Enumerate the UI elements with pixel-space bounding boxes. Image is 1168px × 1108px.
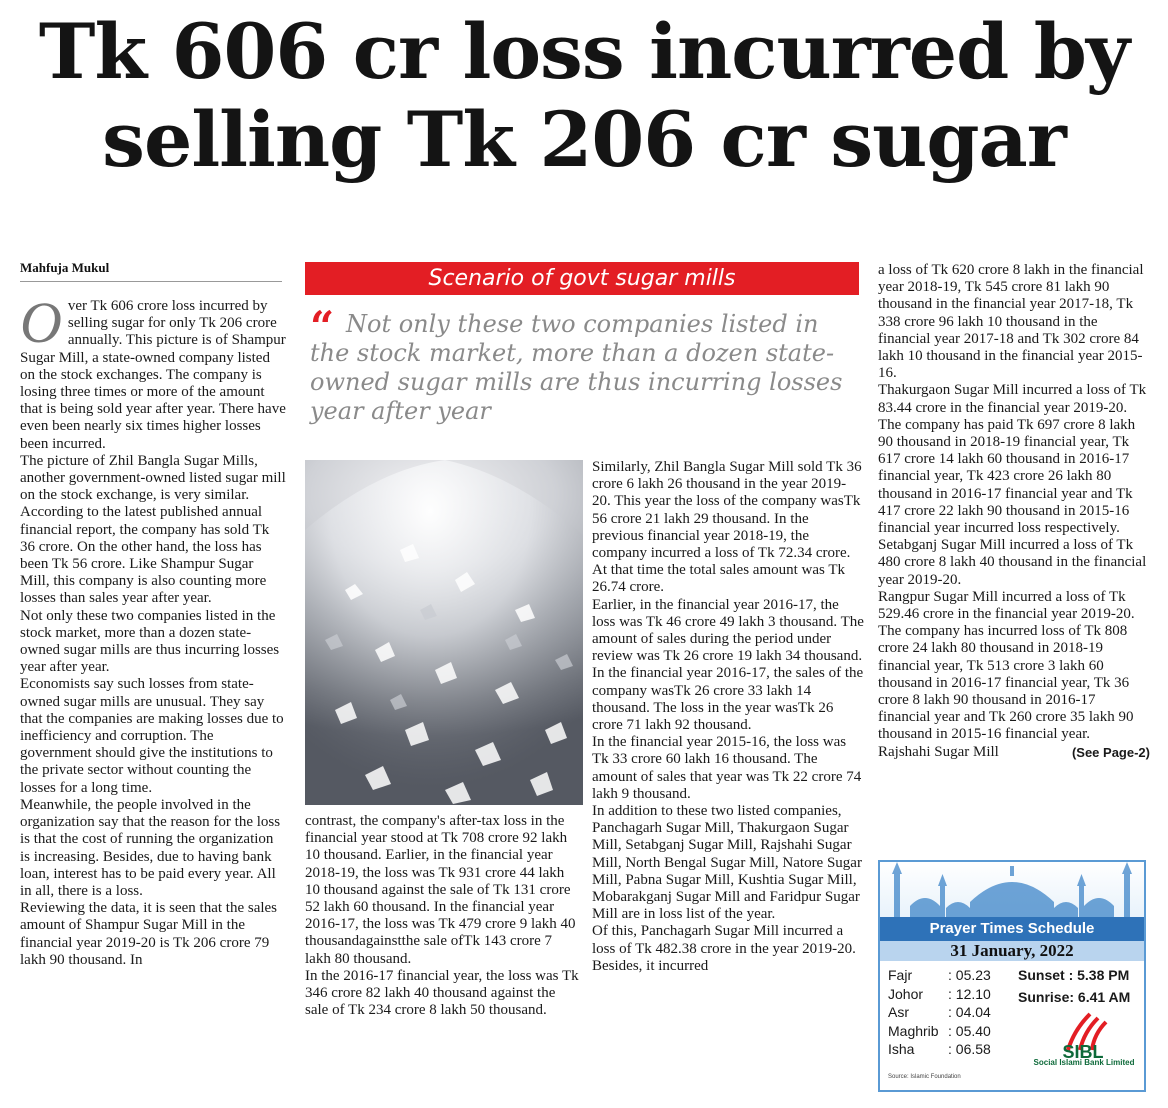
prayer-times-box — [878, 860, 1146, 1092]
quote-mark-icon: “ — [310, 302, 335, 351]
prayer-time-row: Maghrib : 05.40 — [888, 1022, 991, 1039]
article-column-1 — [20, 290, 286, 969]
paragraph: Economists say such losses from state-owned sugar mills are unusual. They say that the companies are making losses due to inefficiency and corruption. The government should give the institutions to the private sector without counting the losses for a long time. — [20, 676, 284, 796]
paragraph: Reviewing the data, it is seen that the sales amount of Shampur Sugar Mill in the financial year 2019-20 is Tk 206 crore 79 lakh 90 thousand. In — [20, 900, 278, 968]
paragraph: The picture of Zhil Bangla Sugar Mills, another government-owned listed sugar mill on the stock exchange, is very similar. According to the latest published annual financial report, the company has sold Tk 36 crore. On the other hand, the loss has been Tk 56 crore. Like Shampur Sugar Mill, this company is also counting more losses than sales year after year. — [20, 452, 286, 607]
sunrise-time: Sunrise: 6.41 AM — [1018, 989, 1131, 1005]
paragraph: Similarly, Zhil Bangla Sugar Mill sold Tk 36 crore 6 lakh 26 thousand in the year 2019-20. This year the loss of the company wasTk 56 crore 21 lakh 29 thousand. In the previous financial year 2018-19, the company incurred a loss of Tk 72.34 crore. At that time the total sales amount was Tk 26.74 crore. — [592, 459, 862, 596]
sun-times — [1018, 964, 1130, 1008]
pull-quote — [310, 302, 850, 426]
paragraph: Rangpur Sugar Mill incurred a loss of Tk 529.46 crore in the financial year 2019-20. The company has incurred loss of Tk 808 crore 24 lakh 80 thousand in 2018-19 financial year, Tk 513 crore 3 lakh 60 thousand in 2016-17 financial year, Tk 36 crore 8 lakh 90 thousand in 2016-17 financial year and Tk 260 crore 35 lakh 90 thousand in 2015-16 financial year. — [878, 588, 1135, 743]
drop-cap: O — [20, 290, 62, 355]
byline: Mahfuja Mukul — [20, 260, 110, 275]
paragraph: Not only these two companies listed in the stock market, more than a dozen state-owned sugar mills are thus incurring losses year after year. — [20, 607, 280, 676]
paragraph: a loss of Tk 620 crore 8 lakh in the financial year 2018-19, Tk 545 crore 81 lakh 90 thousand in the financial year 2017-18, Tk 338 crore 96 lakh 10 thousand in the financial year 2017-18 and Tk 302 crore 84 lakh 10 thousand in the financial year 2015-16. — [878, 262, 1144, 382]
paragraph: Meanwhile, the people involved in the organization say that the reason for the loss is that the cost of running the organization is increasing. Besides, due to having bank loan, interest has to be paid every year. All in all, there is a loss. — [20, 796, 281, 899]
paragraph: In addition to these two listed companies, Panchagarh Sugar Mill, Thakurgaon Sugar Mill, Setabganj Sugar Mill, Rajshahi Sugar Mill, North Bengal Sugar Mill, Natore Sugar Mill, Pabna Sugar Mill, Kushtia Sugar Mill, Mobarakganj Sugar Mill and Faridpur Sugar Mill are in loss list of the year. — [592, 803, 862, 923]
paragraph: In the financial year 2015-16, the loss was Tk 33 crore 60 lakh 16 thousand. The amount of sales that year was Tk 22 crore 74 lakh 9 thousand. — [592, 734, 862, 802]
paragraph: Of this, Panchagarh Sugar Mill incurred a loss of Tk 482.38 crore in the year 2019-20. Besides, it incurred — [592, 923, 856, 974]
headline — [0, 8, 1168, 184]
article-column-4 — [878, 262, 1150, 761]
prayer-time-row: Asr : 04.04 — [888, 1004, 991, 1020]
paragraph: Setabganj Sugar Mill incurred a loss of Tk 480 crore 8 lakh 40 thousand in the financial year 2019-20. — [878, 537, 1147, 588]
byline-rule — [20, 281, 282, 282]
paragraph: Thakurgaon Sugar Mill incurred a loss of Tk 83.44 crore in the financial year 2019-20. The company has paid Tk 697 crore 8 lakh 90 thousand in 2018-19 financial year, Tk 617 crore 14 lakh 60 thousand in 2016-17 financial year, Tk 423 crore 26 lakh 80 thousand in 2016-17 financial year and Tk 417 crore 22 lakh 90 thousand in 2015-16 financial year incurred loss respectively. — [878, 382, 1147, 537]
prayer-times-list — [888, 966, 1018, 1059]
continuation-line: Rajshahi Sugar Mill (See Page-2) — [878, 743, 1150, 760]
paragraph: In the 2016-17 financial year, the loss was Tk 346 crore 82 lakh 40 thousand against the sale of Tk 234 crore 8 lakh 50 thousand. — [305, 967, 579, 1019]
headline-line-2: selling Tk 206 cr sugar — [102, 95, 1066, 184]
paragraph: Earlier, in the financial year 2016-17, the loss was Tk 46 crore 49 lakh 3 thousand. The amount of sales during the period under review was Tk 26 crore 19 lakh 34 thousand. In the financial year 2016-17, the sales of the company wasTk 26 crore 33 lakh 14 thousand. The loss in the year wasTk 26 crore 71 lakh 92 thousand. — [592, 596, 864, 734]
bank-name: Social Islami Bank Limited — [1033, 1058, 1135, 1067]
sunset-time: Sunset : 5.38 PM — [1018, 967, 1130, 983]
article-column-3 — [592, 459, 864, 975]
prayer-time-row: Fajr : 05.23 — [888, 967, 991, 983]
svg-text:SIBL: SIBL — [1062, 1042, 1104, 1062]
prayer-date: 31 January, 2022 — [880, 941, 1144, 961]
see-page-link[interactable]: (See Page-2) — [1071, 744, 1150, 760]
sugar-crystals-image — [305, 460, 583, 805]
prayer-time-row: Isha : 06.58 — [888, 1041, 991, 1057]
sugar-photo — [305, 460, 583, 805]
paragraph: contrast, the company's after-tax loss in the financial year stood at Tk 708 crore 92 lakh 10 thousand. Earlier, in the financial year 2018-19, the loss was Tk 931 crore 44 lakh 10 thousand against the sale of Tk 131 crore 52 lakh 60 thousand. In the financial year 2016-17, the loss was Tk 479 crore 9 lakh 40 thousandagainstthe sale ofTk 143 crore 7 lakh 80 thousand. — [305, 813, 576, 967]
article-column-2 — [305, 813, 581, 1019]
source-credit: Source: Islamic Foundation — [888, 1074, 961, 1080]
section-banner: Scenario of govt sugar mills — [305, 262, 859, 295]
pull-quote-text: Not only these two companies listed in the stock market, more than a dozen state-owned sugar mills are thus incurring losses year after year — [310, 310, 843, 425]
headline-line-1: Tk 606 cr loss incurred by — [38, 7, 1130, 96]
prayer-time-row: Johor : 12.10 — [888, 985, 991, 1002]
lead-paragraph: Over Tk 606 crore loss incurred by selling sugar for only Tk 206 crore annually. This picture is of Shampur Sugar Mill, a state-owned company listed on the stock exchanges. The company is losing three times or more of the amount that is being sold year after year. There have even been nearly six times higher losses been incurred. — [20, 290, 286, 452]
prayer-title: Prayer Times Schedule — [880, 917, 1144, 941]
